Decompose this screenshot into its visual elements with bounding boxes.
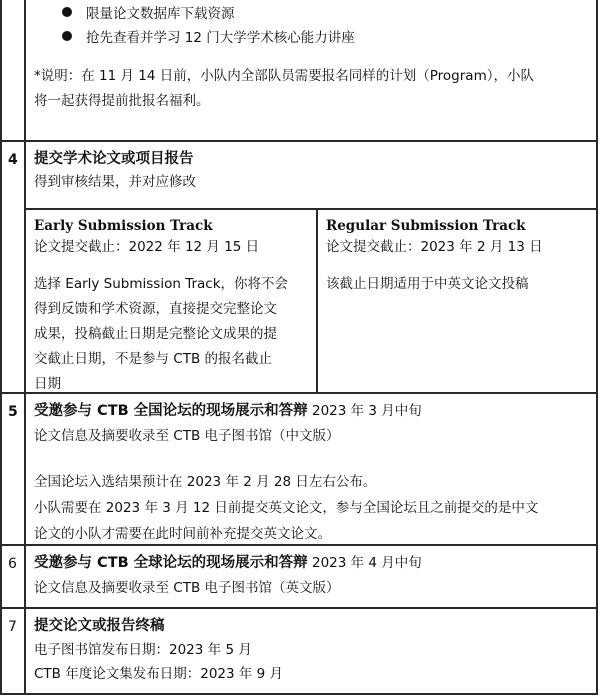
step-title: 受邀参与 CTB 全球论坛的现场展示和答辩 xyxy=(34,555,308,571)
regular-track-desc: 该截止日期适用于中英文论文投稿 xyxy=(326,276,529,292)
step-6-cell xyxy=(26,546,596,607)
row-number: 4 xyxy=(2,142,26,392)
row-step-6 xyxy=(2,544,596,607)
early-track-title: Early Submission Track xyxy=(34,218,213,234)
step-detail: 论文信息及摘要收录至 CTB 电子图书馆（中文版） xyxy=(34,428,340,444)
regular-track-cell xyxy=(318,210,596,392)
bullet-icon xyxy=(62,7,72,17)
note-text: *说明：在 11 月 14 日前，小队内全部队员需要报名同样的计划（Program），小队 xyxy=(34,68,534,84)
early-track-cell xyxy=(26,210,318,392)
step-5-cell xyxy=(26,394,596,544)
note-text-cont: 将一起获得提前批报名福利。 xyxy=(34,93,210,109)
step-detail: 论文信息及摘要收录至 CTB 电子图书馆（英文版） xyxy=(34,580,340,596)
step-date: 2023 年 4 月中旬 xyxy=(307,555,422,571)
early-track-desc: 交截止日期，不是参与 CTB 的报名截止 xyxy=(34,351,273,367)
row-number: 6 xyxy=(2,546,26,607)
row-step-4 xyxy=(2,140,596,392)
step-note: 论文的小队才需要在此时间前补充提交英文论文。 xyxy=(34,526,331,542)
row-benefits xyxy=(2,0,596,140)
library-release-date: 电子图书馆发布日期：2023 年 5 月 xyxy=(34,642,252,658)
regular-track-deadline: 论文提交截止：2023 年 2 月 13 日 xyxy=(326,239,543,255)
step-4-header xyxy=(26,142,596,208)
step-note: 小队需要在 2023 年 3 月 12 日前提交英文论文，参与全国论坛且之前提交的是中文 xyxy=(34,500,539,516)
early-track-desc: 成果，投稿截止日期是完整论文成果的提 xyxy=(34,326,277,342)
early-track-desc: 得到反馈和学术资源，直接提交完整论文 xyxy=(34,301,277,317)
collection-release-date: CTB 年度论文集发布日期：2023 年 9 月 xyxy=(34,666,284,682)
step-title: 受邀参与 CTB 全国论坛的现场展示和答辩 xyxy=(34,403,308,419)
early-track-desc: 选择 Early Submission Track，你将不会 xyxy=(34,276,289,292)
bullet-item: 限量论文数据库下载资源 xyxy=(34,2,588,26)
step-note: 全国论坛入选结果预计在 2023 年 2 月 28 日左右公布。 xyxy=(34,474,377,490)
row-number: 5 xyxy=(2,394,26,544)
bullet-item: 抢先查看并学习 12 门大学学术核心能力讲座 xyxy=(34,26,588,50)
row-step-5 xyxy=(2,392,596,544)
step-title: 提交论文或报告终稿 xyxy=(34,618,165,634)
bullet-icon xyxy=(62,31,72,41)
step-subtitle: 得到审核结果，并对应修改 xyxy=(34,174,196,190)
regular-track-title: Regular Submission Track xyxy=(326,218,526,234)
early-track-desc: 日期 xyxy=(34,376,61,392)
step-title: 提交学术论文或项目报告 xyxy=(34,151,194,167)
row-step-7 xyxy=(2,607,596,695)
step-7-cell xyxy=(26,609,596,695)
submission-tracks xyxy=(26,208,596,392)
early-track-deadline: 论文提交截止：2022 年 12 月 15 日 xyxy=(34,239,260,255)
benefits-cell xyxy=(26,0,596,140)
row-number-empty xyxy=(2,0,26,140)
step-date: 2023 年 3 月中旬 xyxy=(307,403,422,419)
row-number: 7 xyxy=(2,609,26,695)
